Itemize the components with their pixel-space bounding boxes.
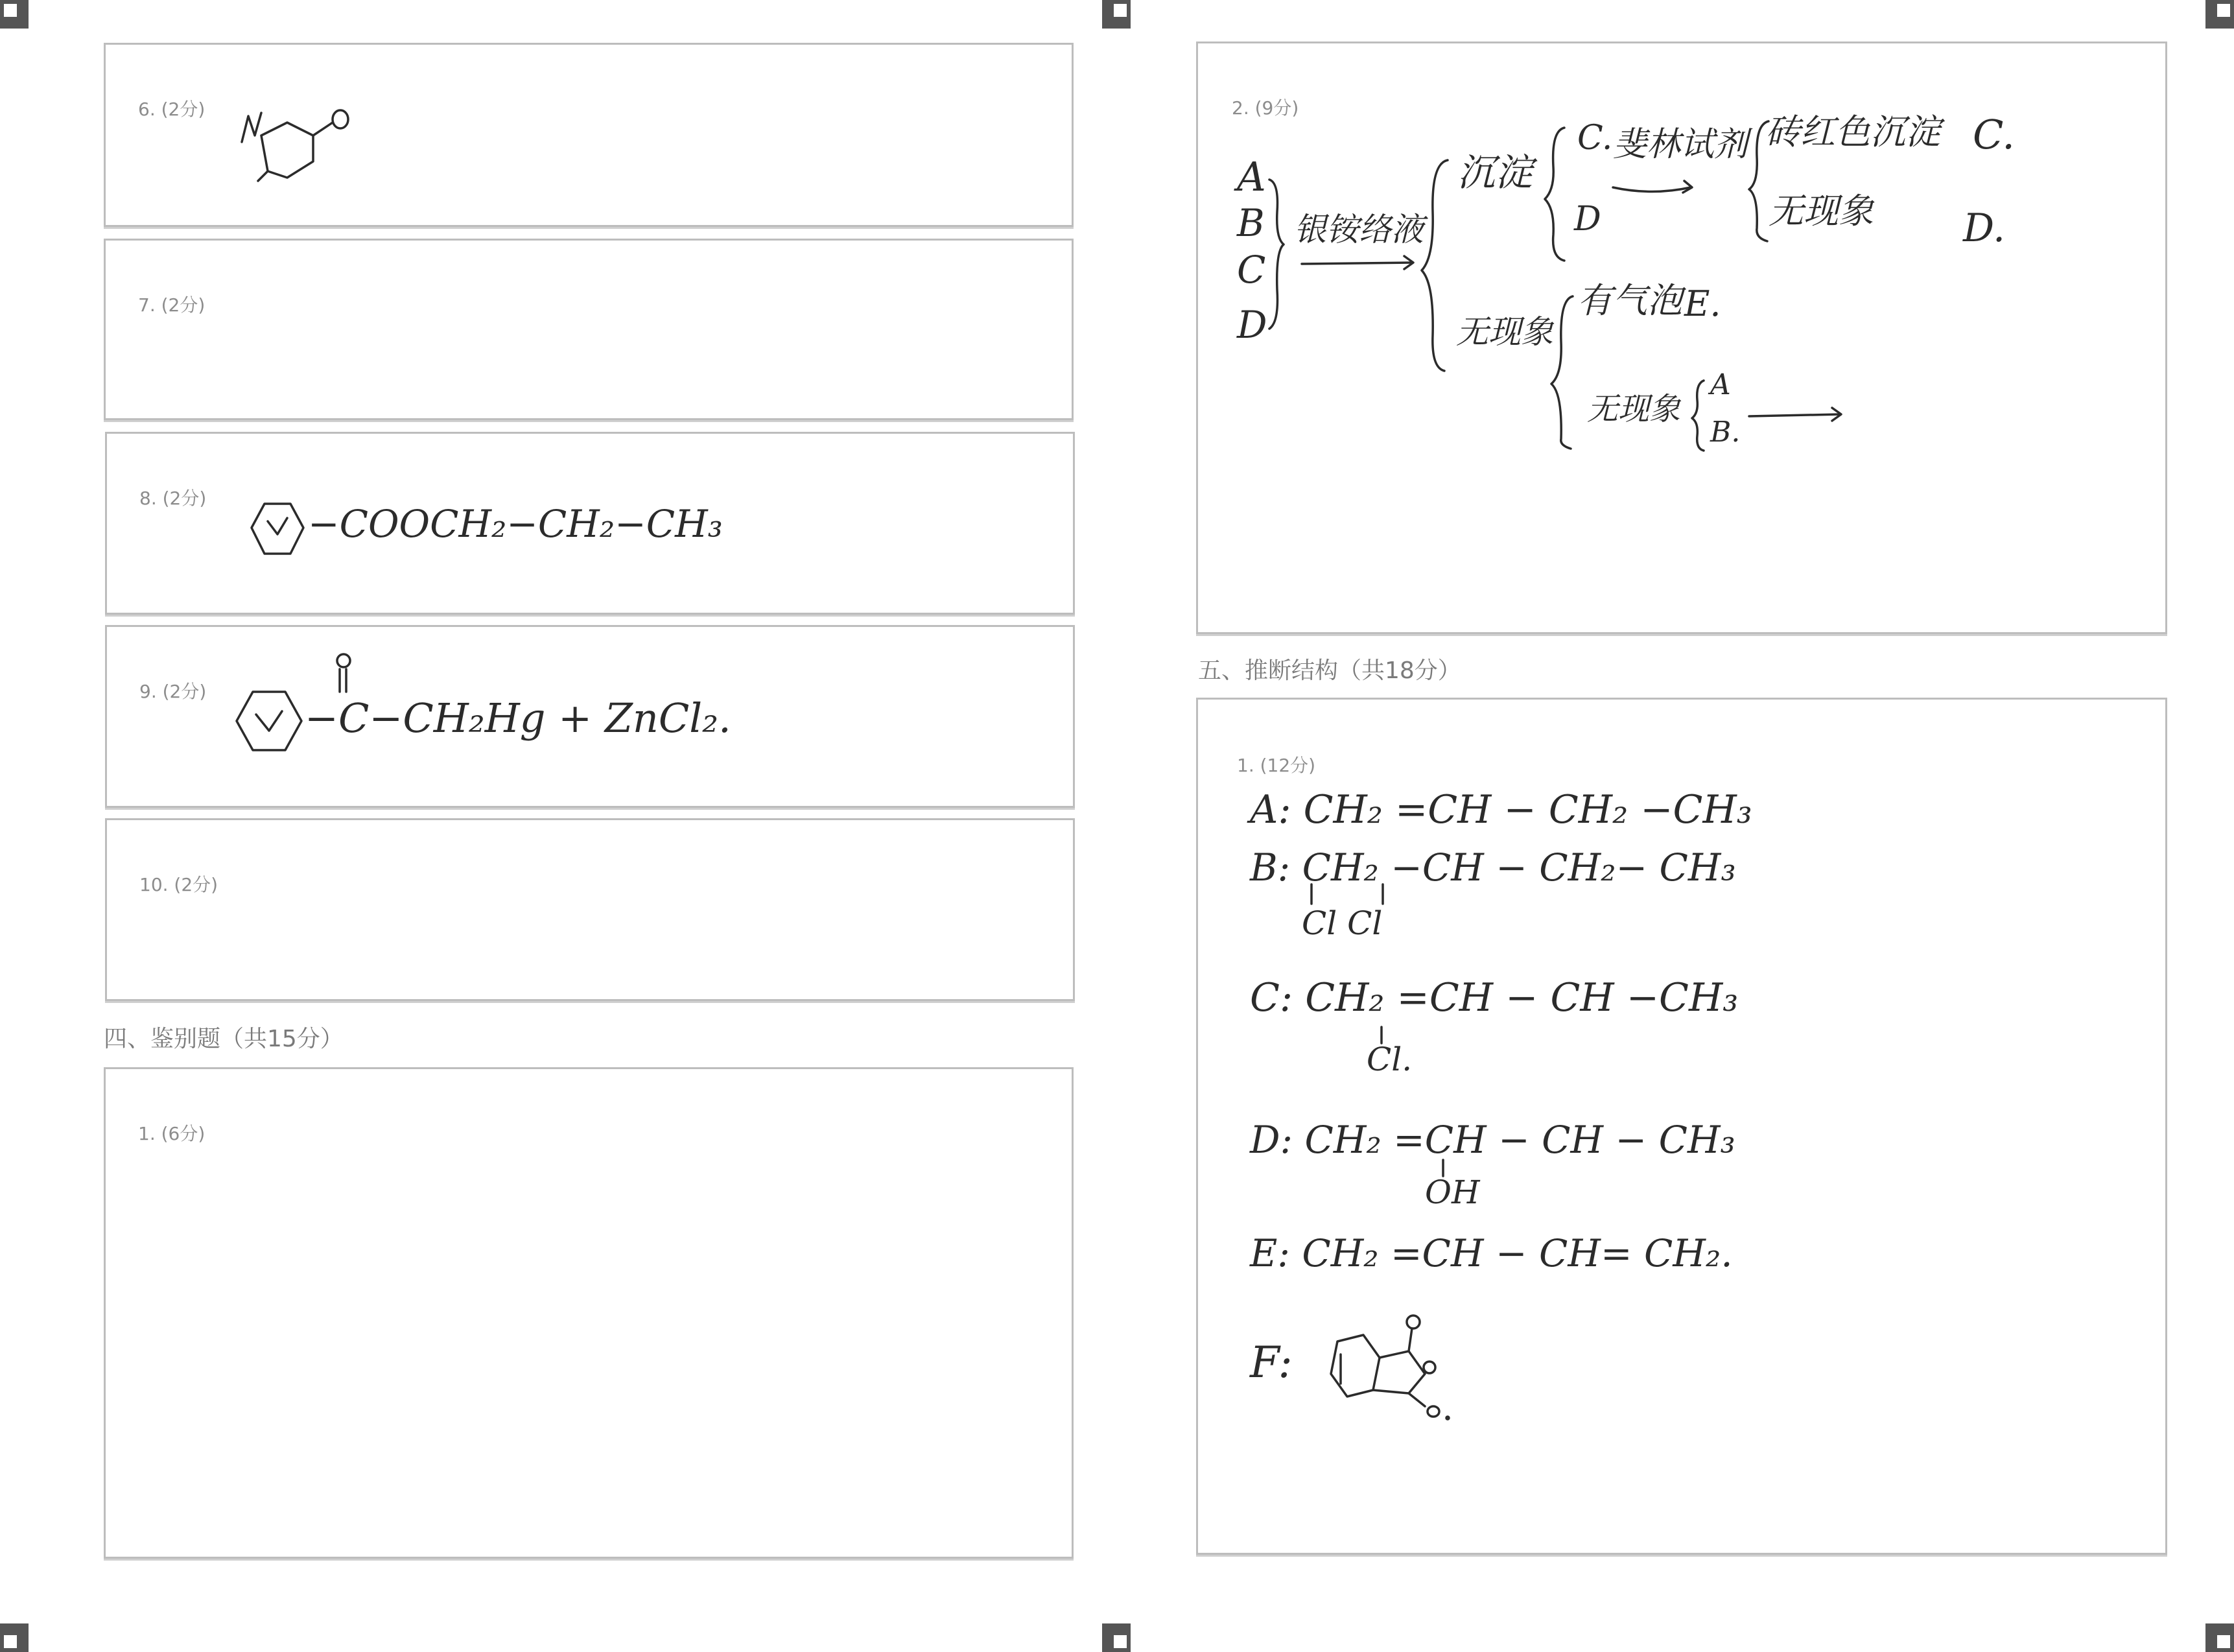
structure-c-substituent: Cl.: [1367, 1041, 1413, 1078]
structure-b-substituents: Cl Cl: [1302, 904, 1383, 942]
corner-marker-top-right: [2205, 0, 2234, 29]
answer-box-q9: [105, 625, 1075, 808]
no-phenomenon-3-label: 无现象: [1587, 391, 1681, 427]
answer-box-q8: [105, 432, 1075, 615]
fehling-label: 斐林试剂: [1613, 125, 1748, 164]
structure-b: B: CH₂ −CH − CH₂− CH₃: [1250, 845, 1736, 890]
answer-box-q6: [104, 43, 1074, 227]
no-phenomenon-label: 无现象: [1456, 313, 1553, 351]
input-a: A: [1237, 153, 1266, 200]
answer-box-s5-q1: [1196, 698, 2167, 1555]
structure-e: E: CH₂ =CH − CH= CH₂.: [1250, 1231, 1733, 1275]
question-number: 1. (6分): [138, 1123, 206, 1144]
structure-d-substituent: OH: [1425, 1174, 1480, 1211]
structure-d: D: CH₂ =CH − CH − CH₃: [1250, 1118, 1735, 1162]
benzene-ring-icon: [248, 499, 307, 563]
brick-red-precipitate-label: 砖红色沉淀: [1765, 112, 1940, 152]
corner-marker-top-center: [1102, 0, 1131, 29]
section-title-identification: 四、鉴别题（共15分）: [104, 1026, 344, 1052]
benzene-ring-icon: [233, 685, 305, 757]
input-d: D: [1237, 303, 1267, 347]
corner-marker-bottom-center: [1102, 1623, 1131, 1652]
handwritten-answer: −C−CH₂Hg + ZnCl₂.: [305, 694, 731, 742]
sub-b-label: B.: [1710, 416, 1741, 449]
question-number: 9. (2分): [139, 681, 207, 702]
precipitate-label: 沉淀: [1457, 150, 1533, 195]
structure-c: C: CH₂ =CH − CH −CH₃: [1250, 975, 1739, 1021]
structure-a: A: CH₂ =CH − CH₂ −CH₃: [1250, 787, 1752, 832]
anhydride-structure-f: [1318, 1309, 1467, 1439]
has-bubbles-label: 有气泡: [1577, 280, 1682, 321]
handwritten-structure-q6: [235, 84, 352, 181]
question-number: 2. (9分): [1232, 97, 1299, 119]
no-phenomenon-2-label: 无现象: [1769, 191, 1874, 231]
input-c: C: [1237, 248, 1266, 292]
corner-marker-bottom-left: [0, 1623, 29, 1652]
question-number: 10. (2分): [139, 874, 218, 895]
answer-box-s4-q2: [1196, 41, 2167, 634]
question-number: 7. (2分): [138, 294, 206, 316]
result-c-label: C.: [1973, 111, 2015, 158]
result-e-label: E.: [1684, 283, 1721, 324]
question-number: 6. (2分): [138, 99, 206, 120]
result-d-label: D.: [1963, 206, 2006, 251]
question-number: 1. (12分): [1237, 755, 1316, 776]
sub-a-label: A: [1710, 368, 1731, 401]
question-number: 8. (2分): [139, 488, 207, 509]
carbonyl-mark: [331, 653, 357, 698]
corner-marker-bottom-right: [2205, 1623, 2234, 1652]
branch-d-label: D: [1574, 200, 1601, 239]
branch-c-label: C.: [1577, 119, 1613, 158]
answer-box-q10: [105, 818, 1075, 1001]
input-b: B: [1237, 201, 1265, 245]
answer-box-q7: [104, 239, 1074, 420]
structure-f-label: F:: [1250, 1338, 1293, 1387]
answer-box-s4-q1: [104, 1067, 1074, 1559]
reagent-label: 银铵络液: [1294, 211, 1424, 248]
corner-marker-top-left: [0, 0, 29, 29]
section-title-structure-inference: 五、推断结构（共18分）: [1198, 657, 1461, 684]
handwritten-answer: −COOCH₂−CH₂−CH₃: [308, 502, 723, 546]
